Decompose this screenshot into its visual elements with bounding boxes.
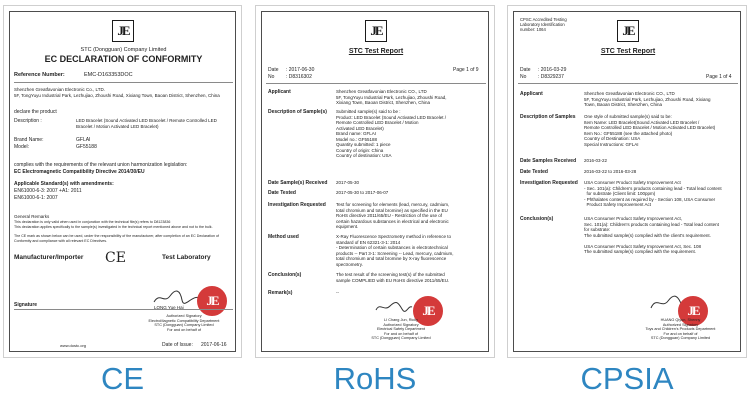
ce-mark-icon: CE	[105, 250, 126, 266]
standard-item: EN61000-6-1: 2007	[14, 195, 58, 201]
remarks-text: This declaration is only valid when used in conjunction with the technical file(s) refers to D8123836 This declaration applies specifically to the sample(s) investigated in the technical report mentioned above and not to the bulk.	[14, 220, 213, 229]
company-seal-icon: JE	[413, 296, 443, 326]
divider	[14, 309, 233, 310]
brand-label: Brand Name:	[14, 137, 44, 143]
page-number: Page 1 of 9	[453, 67, 479, 73]
date-label: Date	[268, 67, 279, 73]
brand-value: GFLAI	[76, 137, 91, 143]
number-value: : D8316302	[286, 74, 312, 80]
field-label: Date Tested	[268, 190, 296, 196]
reference-value: EMC-D163353DOC	[84, 72, 133, 78]
field-label: Conclusion(s)	[520, 216, 554, 222]
caption-rohs: RoHS	[333, 361, 417, 396]
divider	[266, 83, 486, 84]
field-label: Applicant	[520, 91, 543, 97]
signer-name: LONG Yue Hai	[154, 305, 184, 310]
field-label: Date Samples Received	[520, 158, 577, 164]
issue-label: Date of Issue:	[162, 342, 193, 348]
field-value: USA Consumer Product Safety Improvement Act, Sec. 101(a): Children's products containing lead - Total lead content for substrate: The submitted sample(s) complied with the client's requirement. USA Consumer Product Safety Improvement Act, Sec. 108 The submitted sample(s) complied with the requirement.	[584, 216, 719, 254]
standards-label: Applicable Standard(s) with amendments:	[14, 181, 114, 187]
accreditation-text: CPSC Accredited Testing Laboratory Identification number: 1064	[520, 17, 567, 32]
manufacturer-label: Manufacturer/Importer	[14, 254, 84, 261]
mark-note: The CE mark as shown below can be used, under the responsibility of the manufacturer, after completion of an EC Declaration of Conformity and compliance with all relevant EC Directives.	[14, 234, 219, 243]
page-number: Page 1 of 4	[706, 74, 732, 80]
caption-cpsia: CPSIA	[580, 361, 674, 396]
comply-text: complies with the requirements of the relevant union harmonization legislation:	[14, 162, 188, 168]
stc-logo: JE	[365, 20, 387, 42]
field-label: Investigation Requested	[268, 202, 326, 208]
field-label: Investigation Requested	[520, 180, 578, 186]
company-seal-icon: JE	[197, 286, 227, 316]
signer-block: HUANG Qiyun, Shenny Authorized Signatory Toys and Children's Products Department For and on behalf of STC (Dongguan) Company Limited	[645, 318, 716, 341]
test-laboratory-label: Test Laboratory	[162, 254, 211, 261]
field-value: 2017-05-30 to 2017-06-07	[336, 190, 389, 195]
remarks-label: General Remarks	[14, 214, 50, 219]
description-value: LED Bracelet (Sound Activated LED Bracelet / Remote Controlled LED Bracelet / Motion Activated LED Bracelet)	[76, 118, 217, 129]
field-value: Shenzhen Greatfavonian Electronic CO., LTD 5F, TongYuyu Industrial Park, Lezhujiao, Zhoushi Road, Xixiang Town, Baoan District, Shenzhen, China	[584, 91, 711, 107]
field-value: The test result of the screening test(s) of the submitted sample COMPLIED with EU RoHS directive 2011/65/EU.	[336, 272, 450, 283]
reference-label: Reference Number:	[14, 72, 65, 78]
directive-text: EC Electromagnetic Compatibility Directive 2014/30/EU	[14, 169, 145, 175]
signature-scribble-icon	[152, 288, 202, 306]
field-label: Description of Sample(s)	[268, 109, 327, 115]
stc-logo: JE	[112, 20, 134, 42]
report-title: STC Test Report	[600, 48, 656, 55]
report-title: STC Test Report	[348, 48, 404, 55]
issue-value: 2017-06-16	[201, 342, 227, 348]
company-name: STC (Dongguan) Company Limited	[80, 47, 167, 53]
field-value: One style of submitted sample(s) said to be: Item Name: LED Bracelet(Sound Activated LED Bracelet / Remote Controlled LED Bracelet / Motion Activated LED Bracelet) Item No.: GF55188 (see the attached photo) Country of Destination: USA Special Instructions: GFLAI	[584, 114, 716, 147]
field-value: 2016-03-22	[584, 158, 608, 163]
signer-role: Authorized Signatory ElectroMagnetic Compatibility Department STC (Dongguan) Company Limited For and on behalf of	[148, 314, 220, 332]
declare-text: declare the product	[14, 109, 57, 115]
signature-label: Signature	[14, 302, 38, 308]
signer-block: LI Chang Jun, Ricky Authorized Signatory Electrical Safety Department For and on behalf of STC (Dongguan) Company Limited	[371, 318, 431, 341]
field-label: Description of Samples	[520, 114, 576, 120]
cpsia-test-report-document	[507, 5, 747, 358]
date-label: Date	[520, 67, 531, 73]
declaration-title: EC DECLARATION OF CONFORMITY	[44, 54, 203, 64]
field-value: USA Consumer Product Safety Improvement Act - Sec. 101(a): Children's products containing lead - Total lead content for substrate (Client limit: 100ppm) - Phthalates content as required by - Section 108, USA Consumer Product Safety Improvement Act	[584, 180, 722, 207]
rohs-test-report-document	[255, 5, 495, 358]
date-value: : 2016-03-29	[538, 67, 567, 73]
number-label: No	[520, 74, 527, 80]
number-label: No	[268, 74, 275, 80]
field-value: Submitted sample(s) said to be : Product: LED Bracelet (Sound Activated LED Bracelet / Remote Controlled LED Bracelet / Motion Activated LED Bracelet) Brand name: GFLAI Model no.: GF55188 Quantity submitted: 1 piece Country of origin: China Country of destination: USA	[336, 109, 447, 158]
divider	[518, 83, 738, 84]
field-label: Remark(s)	[268, 290, 293, 296]
field-value: --	[336, 290, 339, 295]
field-value: Shenzhen Greatfavonian Electronic CO., LTD 5F, TongYuyu Industrial Park, Lezhujiao, Zhoushi Road, Xixiang Town, Baoan District, Shenzhen, China	[336, 89, 447, 105]
signature-scribble-icon	[374, 300, 414, 314]
ce-declaration-document	[3, 5, 242, 358]
model-value: GF55188	[76, 144, 97, 150]
company-seal-icon: JE	[678, 296, 708, 326]
field-value: 2017-05-30	[336, 180, 360, 185]
manufacturer-address: Shenzhen Greatfavonian Electronic Co., LTD. 5F, TongYuyu Industrial Park, Lezhujiao, Zhoushi Road, Xixiang Town, Baoan District, Shenzhen, China	[14, 87, 220, 98]
field-value: X-Ray Fluorescence Spectrometry method in reference to standard of EN 62321-3-1: 2014 - Determination of certain substances in electrotechnical products -- Part 3-1: Screening -- Lead, mercury, cadmium, total chromium and total bromine by X-ray fluorescence spectrometry.	[336, 234, 454, 267]
field-label: Date Sample(s) Received	[268, 180, 328, 186]
number-value: : D8329237	[538, 74, 564, 80]
field-label: Conclusion(s)	[268, 272, 302, 278]
standard-item: EN61000-6-3: 2007 +A1: 2011	[14, 188, 82, 194]
description-label: Description :	[14, 118, 42, 124]
field-label: Method used	[268, 234, 299, 240]
field-value: 2016-03-22 to 2016-03-28	[584, 169, 637, 174]
date-value: : 2017-06-30	[286, 67, 315, 73]
field-label: Applicant	[268, 89, 291, 95]
stc-logo: JE	[617, 20, 639, 42]
field-label: Date Tested	[520, 169, 548, 175]
field-value: Test for screening for elements (lead, mercury, cadmium, total chromium and total bromine) as specified in the EU RoHS directive 2011/65/EU - Restriction of the use of certain hazardous substances in electrical and electronic equipment.	[336, 202, 450, 229]
divider	[14, 82, 233, 83]
model-label: Model:	[14, 144, 30, 150]
website: www.dostc.org	[60, 343, 87, 348]
caption-ce: CE	[100, 361, 145, 396]
